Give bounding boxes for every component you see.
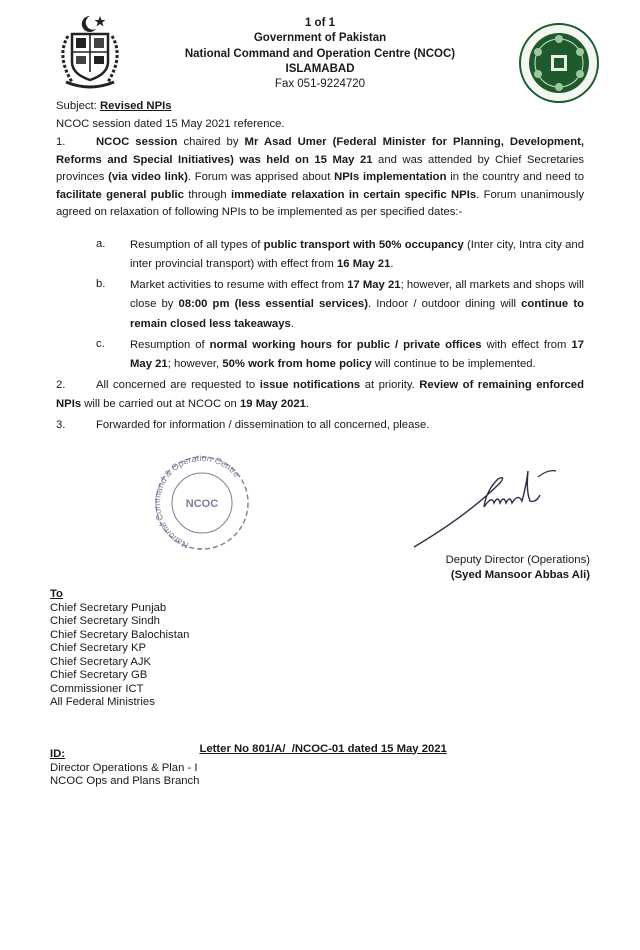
item-text: Resumption of all types of — [130, 239, 264, 251]
item-a-label: a. — [96, 238, 106, 250]
p1-bold: (via video link) — [108, 171, 188, 183]
letter-number: Letter No 801/A/ /NCOC-01 dated 15 May 2021 — [199, 742, 447, 755]
item-text: (Inter city, Intra city and inter provincial transport) with effect from — [130, 239, 584, 271]
paragraph-1 — [56, 134, 584, 222]
signatory-block — [420, 553, 590, 582]
item-c — [130, 336, 584, 375]
p1-bold: Mr Asad Umer (Federal Minister for Planning, Development, Reforms and Special Initiatives) was held on 15 May 21 — [56, 136, 584, 166]
item-bold: 17 May 21 — [130, 339, 584, 371]
p2-bold: 19 May 2021 — [239, 398, 306, 411]
item-c-label: c. — [96, 338, 105, 350]
item-text: ; however, all markets and shops will close by — [130, 279, 585, 311]
p2-text: at priority. — [360, 379, 420, 391]
organization-title: National Command and Operation Centre (NCOC) — [184, 47, 456, 60]
fax-number: Fax 051-9224720 — [274, 78, 366, 91]
id-item: Director Operations & Plan - I — [50, 761, 198, 774]
p1-text: through — [183, 188, 231, 201]
item-a — [130, 236, 584, 275]
to-list — [50, 588, 189, 710]
paragraph-2-number: 2. — [56, 379, 66, 391]
subject-line — [56, 98, 172, 116]
to-item: Chief Secretary KP — [50, 642, 147, 654]
to-item: Chief Secretary Punjab — [50, 601, 167, 614]
item-text: ; however, — [167, 358, 223, 371]
subject-title: Revised NPIs — [99, 100, 172, 112]
reference-line: NCOC session dated 15 May 2021 reference. — [56, 118, 285, 130]
p2-bold: Review of remaining enforced NPIs — [56, 379, 584, 411]
item-text: . — [290, 317, 294, 330]
to-item: Chief Secretary Sindh — [50, 615, 160, 627]
item-bold: 16 May 21 — [336, 258, 391, 271]
id-list — [50, 748, 199, 789]
item-text: will continue to be implemented. — [371, 358, 536, 371]
p1-bold: immediate relaxation in certain specific NPIs — [230, 188, 477, 201]
item-bold: 17 May 21 — [347, 279, 401, 291]
p2-text: . — [305, 398, 310, 411]
item-b — [130, 276, 584, 334]
p1-bold: facilitate general public — [56, 188, 184, 201]
p2-text: All concerned are requested to — [96, 379, 260, 391]
paragraph-3-text: Forwarded for information / dissemination to all concerned, please. — [96, 419, 430, 431]
paragraph-2 — [56, 376, 584, 415]
item-text: Resumption of — [130, 339, 210, 351]
to-item: Chief Secretary Balochistan — [50, 628, 190, 641]
item-text: . — [390, 258, 394, 271]
stamp-center-text: NCOC — [185, 498, 219, 510]
p1-text: in the country and need to — [446, 171, 584, 183]
paragraph-1-number: 1. — [56, 136, 66, 148]
page-count: 1 of 1 — [304, 17, 336, 29]
p1-text: and was attended by Chief Secretaries provinces — [56, 153, 585, 183]
to-item: Chief Secretary AJK — [50, 655, 152, 668]
item-bold: public transport with 50% occupancy — [263, 239, 464, 251]
p2-text: will be carried out at NCOC on — [81, 398, 240, 411]
to-item: Chief Secretary GB — [50, 669, 148, 681]
p1-bold: NPIs implementation — [334, 171, 447, 183]
paragraph-3 — [56, 417, 430, 435]
signature — [408, 455, 578, 555]
item-bold: 08:00 pm (less essential services) — [178, 298, 368, 311]
signatory-title: Deputy Director (Operations) — [445, 554, 590, 566]
item-bold: continue to remain closed less takeaways — [130, 298, 584, 330]
item-text: . Indoor / outdoor dining will — [367, 298, 522, 311]
subject-label: Subject: — [56, 100, 97, 112]
official-stamp — [144, 453, 260, 553]
p1-text: . Forum unanimously agreed on relaxation of following NPIs to be implemented as per specified dates:- — [56, 188, 584, 218]
to-item: Commissioner ICT — [50, 682, 144, 695]
government-title: Government of Pakistan — [253, 32, 387, 45]
item-bold: normal working hours for public / private offices — [209, 339, 482, 351]
id-item: NCOC Ops and Plans Branch — [50, 775, 200, 787]
p1-text: chaired by — [177, 136, 245, 148]
signatory-name: (Syed Mansoor Abbas Ali) — [450, 568, 590, 581]
to-item: All Federal Ministries — [50, 696, 155, 708]
stamp-ring-text: National Command & Operation Centre — [151, 453, 243, 551]
paragraph-3-number: 3. — [56, 419, 66, 431]
item-text: with effect from — [481, 339, 572, 351]
item-b-label: b. — [96, 278, 106, 290]
id-heading: ID: — [50, 748, 66, 760]
item-bold: 50% work from home policy — [222, 358, 372, 371]
p2-bold: issue notifications — [259, 379, 361, 391]
item-text: Market activities to resume with effect from — [130, 279, 348, 291]
p1-text: . Forum was apprised about — [187, 171, 335, 183]
p1-bold: NCOC session — [96, 136, 178, 148]
city: ISLAMABAD — [285, 62, 355, 75]
to-heading: To — [50, 588, 63, 600]
